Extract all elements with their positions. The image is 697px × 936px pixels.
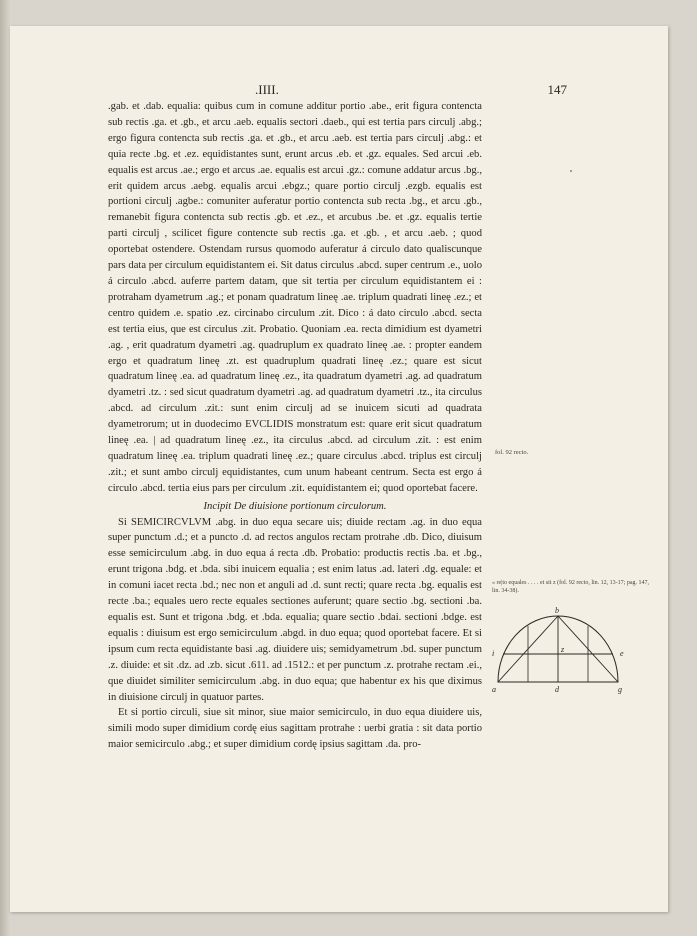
semicircle-diagram	[488, 606, 628, 696]
label-d: d	[555, 685, 559, 694]
label-e: e	[620, 649, 624, 658]
folio-label: .IIII.	[255, 82, 279, 97]
label-b: b	[555, 606, 559, 615]
margin-note: fol. 92 recto.	[495, 449, 529, 456]
label-z: z	[561, 645, 565, 654]
page-number: 147	[547, 82, 567, 97]
section-heading: Incipit De diuisione portionum circulorum.	[203, 500, 387, 512]
geometric-figure	[488, 606, 628, 696]
paper-speck	[570, 170, 572, 172]
figure-note: « re|to equales . . . . et sit z (fol. 92 recto, lin. 12, 13-17; pag. 147, lin. 34-38).	[492, 580, 649, 594]
paragraph: Et si portio circuli, siue sit minor, siue maior semicirculo, in duo equa diuidere uis, simili modo super dimidium cordę eius sagittam protrahe : uerbi gratia : sit data portio maior semicirculo .abg.; et super dimidium cordę ipsius sagittam .da. pro-	[108, 707, 482, 751]
paragraph: .gab. et .dab. equalia: quibus cum in comune additur portio .abe., erit figura contencta sub rectis .ga. et .gb., et arcu .aeb. equalis sectori .daeb., qui est tertia pars circulj .abg.; ergo figura contencta sub rectis .ga. et .gb., et arcu .aeb. est tertia pars circulj .abg.: et quia recte .bg. et .ez. equidistantes sunt, erunt arcus .eb. et .gz. equales. Sed arcui .eb. equalis est arcus .ae.; ergo et arcus .ae. equalis est arcui .gz.: comune addatur arcus .bg., erit quidem arcus .aebg. equalis arcui .ebgz.; quare portio circulj .ezgb. equalis est portioni circulj .agbe.: comuniter auferatur portio contencta sub recta .bg., et arcu .gb., remanebit figura contencta sub rectis .gb. et .ez., et arcubus .be. et .gz. equalis tertie parti circulj , scilicet figure contencte sub rectis .ga. et .gb. , et arcu .aeb. ; quod oportebat ostendere. Ostendam rursus quomodo auferatur á circulo dato qualiscunque pars data per circulum equidistantem ei. Sit datus circulus .abcd. super centrum .e., uolo á circulo .abcd. auferre partem datam, que sit tertia per circulum equidistantem ei : protraham dyametrum .ag.; et ponam quadratum lineę .ae. triplum quadrati lineę .ez.; et centro quidem .e. spatio .ez. circinabo circulum .zit. Dico : á dato circulo .abcd. secta est tertia eius, que est circulus .zit. Probatio. Quoniam .ea. recta dimidium est dyametri .ag. , erit quadratum dyametri .ag. quadruplum ex quadrato lineę .ae. : propter eandem ergo et quadratum lineę .zt. est quadruplum quadrati lineę .ez.; quare est sicut quadratum lineę .ea. ad quadratum lineę .ez., ita quadratum dyametri .ag. ad quadratum dyametri .tz. : sed sicut quadratum dyametri .ag. ad quadratum dyametri .tz., ita circulus .abcd. ad circulum .zit.: sunt enim circulj ad se inuicem sicuti ad quadrata dyametrorum; ut in duodecimo EVCLIDIS monstratum est: quare erit sicut quadratum lineę .ea. | ad quadratum lineę .ez., ita circulus .abcd. ad circulum .zit. : est enim quadratum lineę .ea. triplum quadrati lineę .ez.; quare circulus .abcd. triplus est circulj .zit.; et sunt ambo circulj equidistantes, cum unum habeant centrum. Secta est ergo á circulo .abcd. tertia eius pars per circulum .zit. equidistantem ei; quod oportebat facere.	[108, 101, 482, 494]
paragraph: Si SEMICIRCVLVM .abg. in duo equa secare uis; diuide rectam .ag. in duo equa super punctum .d.; et a puncto .d. ad rectos angulos rectam protrahe .db. Dico, diuisum esse semicirculum .abg. in duo equa á recta .db. Probatio: productis rectis .ba. et .bg., erunt trigona .bdg. et .bda. sibi inuicem equalia ; est enim latus .ad. lateri .dg. equale: et in comuni iacet recta .bd.; nec non et anguli ad .d. sunt recti; quare recta .bg. equalis est recte .ba.; equales uero recte equales sectiones auferunt; quare sectio .bg. sectioni .ba. equalis est. Sunt et trigona .bdg. et .bda. equalia; quare sectio .bdai. sectioni .bdge. est equalis : diuisum est ergo semicirculum .abgd. in duo equa; quod oportebat facere. Et si ipsum cum recta equidistante basi .ag. diuidere uis; semidyametrum .bd. super punctum .z. diuide: et sit .dz. ad .zb. sicut .611. ad .1512.: et per punctum .z. protrahe rectam .ei., que diuidet similiter semicirculum .abg. in duo equa; que habentur ex his que diximus in diuisione circulj in quatuor partes.	[108, 516, 482, 703]
main-text	[108, 99, 482, 753]
label-i: i	[492, 649, 495, 658]
label-a: a	[492, 685, 496, 694]
book-gutter	[0, 0, 10, 936]
label-g: g	[618, 685, 622, 694]
